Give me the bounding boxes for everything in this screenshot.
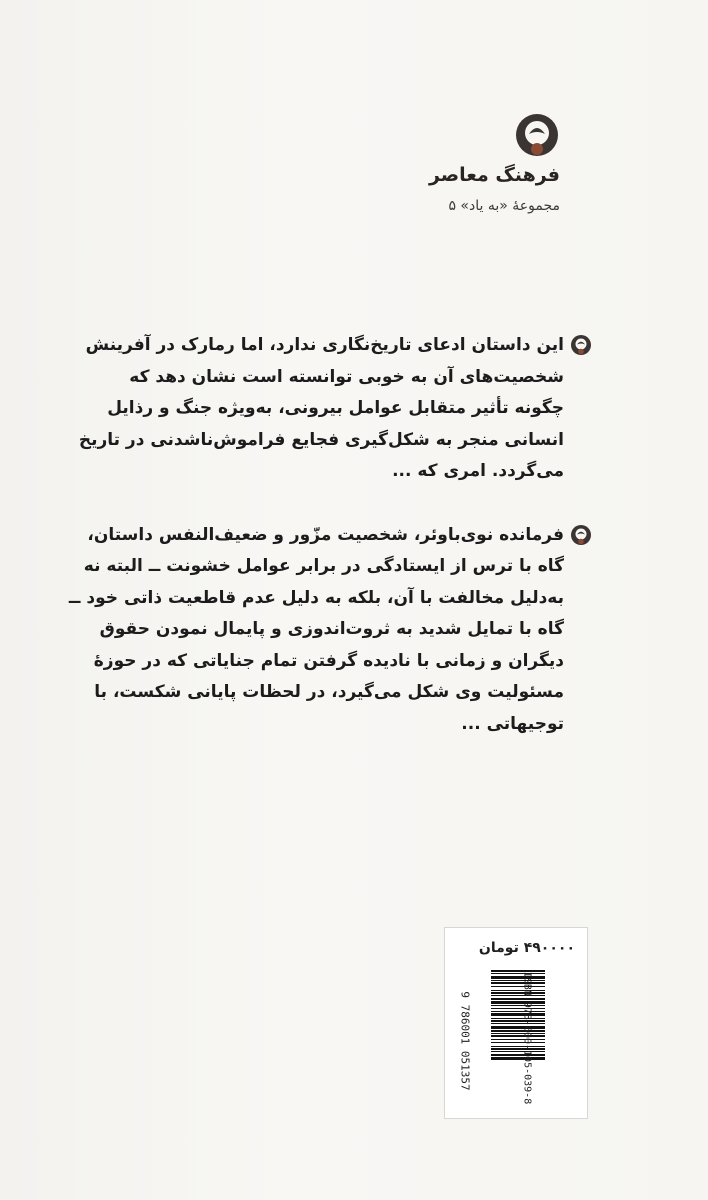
barcode-bar (491, 973, 545, 974)
barcode-bar (491, 1039, 545, 1040)
price-label: ۴۹۰۰۰۰ تومان (478, 940, 575, 956)
barcode-bar (491, 1026, 545, 1029)
isbn-label: ISBN 978-600-105-039-8 (521, 971, 533, 1105)
blurb-line: توجیهاتی ... (461, 713, 564, 734)
blurb-line: شخصیت‌های آن به خوبی توانسته است نشان دهد که (129, 366, 564, 387)
publisher-logo-icon (514, 112, 560, 158)
barcode-bar (491, 1001, 545, 1004)
logo-bullet-icon (570, 334, 592, 356)
barcode-bar (491, 980, 545, 981)
barcode-bar (491, 1011, 545, 1012)
blurb-line: این داستان ادعای تاریخ‌نگاری ندارد، اما رمارک در آفرینش (85, 335, 564, 355)
barcode-bar (491, 1013, 545, 1016)
barcode-bar (491, 1042, 545, 1043)
barcode-bar (491, 1033, 545, 1034)
barcode-bar (491, 995, 545, 996)
barcode-bar (491, 1057, 545, 1060)
blurb-line: فرمانده نوی‌باوئر، شخصیت مزّور و ضعیف‌النفس داستان، (87, 524, 564, 545)
barcode-bar (491, 1023, 545, 1024)
barcode-bar (491, 976, 545, 979)
barcode-digits: 9 786001 051357 (458, 991, 472, 1091)
barcode-bar (491, 986, 545, 987)
barcode-bar (491, 1035, 545, 1037)
blurb-line: دیگران و زمانی با نادیده گرفتن تمام جنایاتی که در حوزۀ (93, 650, 564, 671)
blurb-paragraph (64, 520, 564, 741)
barcode-bar (491, 1054, 545, 1056)
barcode (491, 968, 545, 1114)
barcode-bar (491, 1030, 545, 1032)
barcode-bar (491, 1005, 545, 1006)
barcode-bar (491, 1020, 545, 1022)
price-barcode-sticker (444, 927, 588, 1119)
barcode-bar (491, 998, 545, 1000)
blurb-line: می‌گردد. امری که ... (392, 461, 564, 481)
barcode-bar (491, 1048, 545, 1050)
publisher-name: فرهنگ معاصر (428, 164, 560, 186)
barcode-bar (491, 992, 545, 994)
blurb-line: مسئولیت وی شکل می‌گیرد، در لحظات پایانی شکست، با (94, 682, 564, 702)
blurb-paragraph (64, 330, 564, 488)
blurb-line: چگونه تأثیر متقابل عوامل بیرونی، به‌ویژه جنگ و رذایل (107, 398, 564, 418)
blurb-line: انسانی منجر به شکل‌گیری فجایع فراموش‌ناشدنی در تاریخ (78, 429, 564, 450)
blurb-line: گاه با ترس از ایستادگی در برابر عوامل خشونت ــ البته نه (83, 556, 564, 576)
blurb-line: به‌دلیل مخالفت با آن، بلکه به دلیل عدم قاطعیت ذاتی خود ــ (68, 587, 564, 608)
barcode-bar (491, 982, 545, 984)
barcode-bar (491, 1018, 545, 1019)
barcode-bar (491, 1046, 545, 1047)
barcode-bar (491, 990, 545, 991)
series-label: مجموعۀ «به یاد» ۵ (448, 198, 560, 214)
blurb-line: گاه با تمایل شدید به ثروت‌اندوزی و پایمال نمودن حقوق (99, 619, 564, 639)
barcode-bar (491, 970, 545, 972)
barcode-bar (491, 1051, 545, 1052)
logo-bullet-icon (570, 524, 592, 546)
barcode-bar (491, 1008, 545, 1009)
blurb (64, 330, 564, 772)
